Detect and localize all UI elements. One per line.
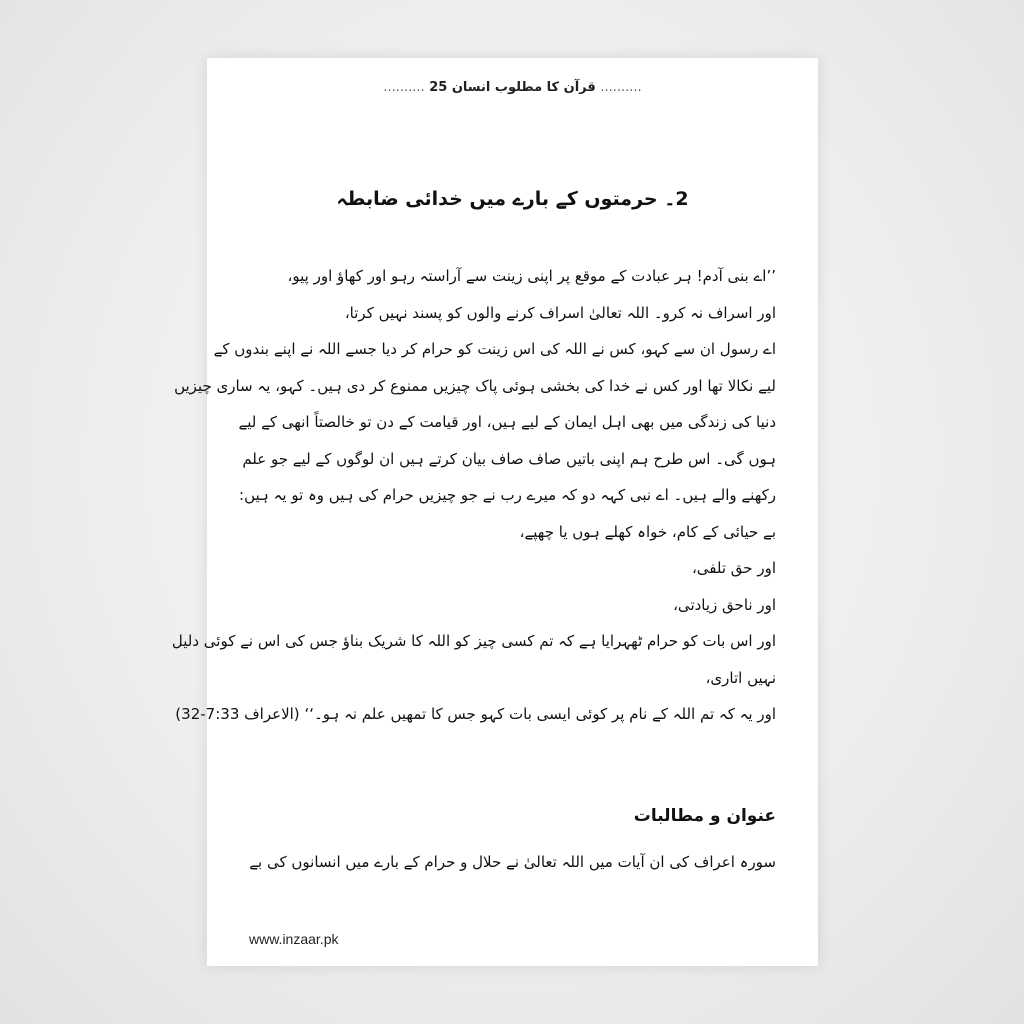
section-heading: عنوان و مطالبات (633, 806, 776, 826)
verse-line-text: اور یہ کہ تم اللہ کے نام پر کوئی ایسی بات کہو جس کا تمھیں علم نہ ہو۔‘‘ (304, 705, 776, 723)
quran-verse-block (171, 258, 776, 733)
verse-line: لیے نکالا تھا اور کس نے خدا کی بخشی ہوئی پاک چیزیں ممنوع کر دی ہیں۔ کہو، یہ ساری چیزیں (174, 376, 776, 395)
verse-line-last (175, 696, 776, 733)
verse-line: ’’اے بنی آدم! ہر عبادت کے موقع پر اپنی زینت سے آراستہ رہو اور کھاؤ اور پیو، (287, 267, 776, 285)
header-book-title: قرآن کا مطلوب انسان (451, 80, 596, 95)
book-page (171, 58, 818, 966)
header-dots-right: .......... (600, 80, 642, 95)
verse-line: اور اسراف نہ کرو۔ اللہ تعالیٰ اسراف کرنے والوں کو پسند نہیں کرتا، (344, 303, 776, 322)
verse-line: اور حق تلفی، (691, 559, 776, 577)
verse-line: اور اس بات کو حرام ٹھہرایا ہے کہ تم کسی چیز کو اللہ کا شریک بناؤ جس کی اس نے کوئی دلیل (171, 632, 776, 650)
verse-line: ہوں گی۔ اس طرح ہم اپنی باتیں صاف صاف بیان کرتے ہیں ان لوگوں کے لیے جو علم (242, 449, 776, 468)
running-header (207, 80, 818, 95)
verse-line: نہیں اتاری، (705, 668, 776, 687)
verse-reference: (الاعراف 7:33-32) (175, 705, 300, 723)
verse-line: رکھنے والے ہیں۔ اے نبی کہہ دو کہ میرے رب نے جو چیزیں حرام کی ہیں وہ تو یہ ہیں: (239, 486, 776, 504)
body-paragraph: سورہ اعراف کی ان آیات میں اللہ تعالیٰ نے حلال و حرام کے بارے میں انسانوں کی بے (249, 853, 776, 871)
chapter-title: 2۔ حرمتوں کے بارے میں خدائی ضابطہ (336, 188, 689, 210)
verse-line: اے رسول ان سے کہو، کس نے اللہ کی اس زینت کو حرام کر دیا جسے اللہ نے اپنے بندوں کے (213, 340, 776, 358)
verse-line: بے حیائی کے کام، خواہ کھلے ہوں یا چھپے، (519, 522, 776, 541)
footer-website-url[interactable]: www.inzaar.pk (249, 931, 339, 947)
verse-line: دنیا کی زندگی میں بھی اہل ایمان کے لیے ہیں، اور قیامت کے دن تو خالصتاً انھی کے لیے (238, 413, 776, 431)
verse-line: اور ناحق زیادتی، (673, 595, 776, 614)
header-page-number: 25 (429, 80, 448, 95)
header-dots-left: .......... (383, 80, 425, 95)
